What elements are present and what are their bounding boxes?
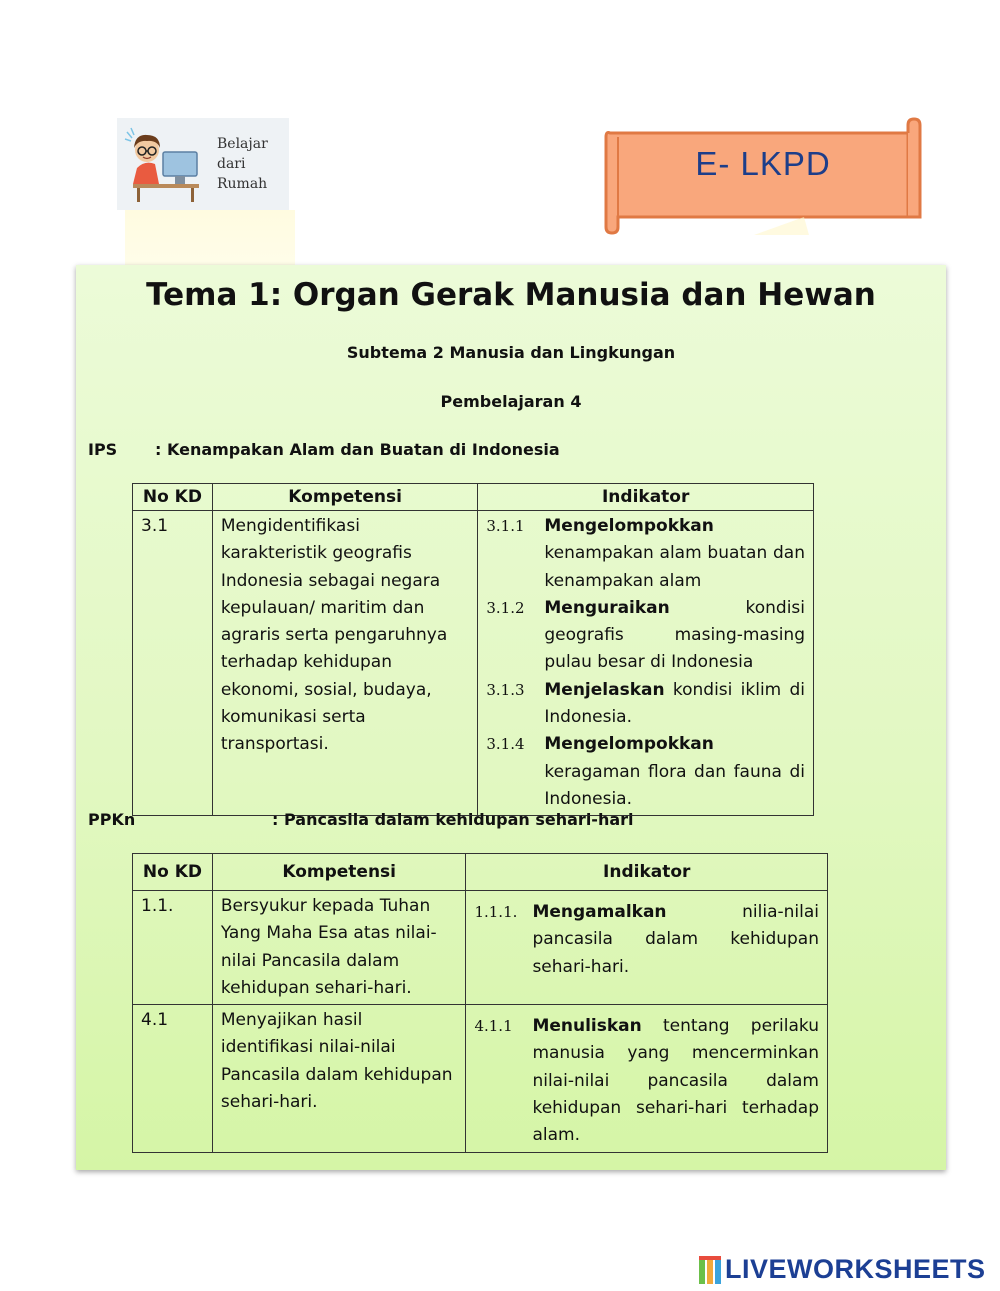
indikator-number: 4.1.1: [474, 1017, 513, 1036]
e-lkpd-banner: [604, 117, 922, 235]
indikator-item: [486, 513, 805, 595]
indikator-item: [486, 677, 805, 732]
column-header: Kompetensi: [212, 484, 478, 511]
subtheme-title: Subtema 2 Manusia dan Lingkungan: [346, 343, 676, 362]
indikator-text: [532, 1013, 819, 1149]
ips-code: IPS: [88, 440, 118, 459]
indikator-desc: kondisi iklim di Indonesia.: [544, 679, 806, 728]
indikator-verb: Mengelompokkan: [544, 516, 714, 536]
indikator-desc: kenampakan alam buatan dan kenampakan alam: [544, 543, 805, 591]
indikator-number: 1.1.1.: [474, 903, 518, 921]
ips-subject-line: [88, 440, 788, 462]
liveworksheets-brand[interactable]: [699, 1254, 986, 1285]
ppkn-kd-table: [132, 853, 828, 1153]
indikator-text: [544, 513, 805, 595]
indikator-verb: Menguraikan: [544, 597, 670, 618]
indikator-item: [474, 899, 819, 981]
indikator-item: [474, 1013, 819, 1149]
column-header: Indikator: [478, 484, 814, 511]
student-at-computer-icon: [123, 124, 203, 204]
brand-name: LIVEWORKSHEETS: [725, 1254, 986, 1284]
ppkn-topic: : Pancasila dalam kehidupan sehari-hari: [272, 810, 634, 829]
kd-number: 4.1: [133, 1005, 213, 1152]
lesson-title: Pembelajaran 4: [440, 392, 582, 411]
lesson-card: [76, 265, 946, 1170]
indikator-text: [544, 677, 805, 732]
table-row: [133, 891, 828, 1005]
indikator-verb: Mengelompokkan: [544, 734, 714, 755]
ppkn-code: PPKn: [88, 810, 136, 829]
indikator-number: 3.1.3: [486, 680, 525, 699]
indikator-desc: tentang perilaku manusia yang mencerminkan nilai-nilai pancasila dalam kehidupan sehari-hari terhadap alam.: [532, 1016, 820, 1146]
indikator-item: [486, 595, 805, 677]
logo-text-line: Rumah: [217, 176, 268, 192]
kompetensi-text: Mengidentifikasi karakteristik geografis Indonesia sebagai negara kepulauan/ maritim dan agraris serta pengaruhnya terhadap kehidupan ekonomi, sosial, budaya, komunikasi serta transportasi.: [212, 511, 478, 816]
indikator-cell: [478, 511, 814, 816]
table-row: [133, 1005, 828, 1152]
page-title: Tema 1: Organ Gerak Manusia dan Hewan: [146, 277, 876, 313]
kompetensi-text: Bersyukur kepada Tuhan Yang Maha Esa atas nilai-nilai Pancasila dalam kehidupan sehari-hari.: [212, 891, 466, 1005]
ips-topic: : Kenampakan Alam dan Buatan di Indonesia: [155, 440, 560, 459]
indikator-text: [544, 731, 805, 813]
indikator-desc: keragaman flora dan fauna di Indonesia.: [544, 761, 805, 809]
indikator-verb: Menjelaskan: [544, 679, 665, 700]
logo-text-line: Belajar: [217, 136, 268, 152]
belajar-dari-rumah-logo: [117, 118, 289, 210]
indikator-text: [532, 899, 819, 981]
ppkn-subject-line: [88, 810, 788, 832]
indikator-number: 3.1.1: [486, 517, 525, 535]
logo-glow: [125, 210, 295, 265]
indikator-desc: kondisi geografis masing-masing pulau besar di Indonesia: [544, 597, 805, 673]
kd-number: 3.1: [133, 511, 213, 816]
ips-kd-table: [132, 483, 814, 816]
indikator-cell: [466, 891, 828, 1005]
indikator-number: 3.1.2: [486, 598, 525, 617]
indikator-cell: [466, 1005, 828, 1152]
kd-number: 1.1.: [133, 891, 213, 1005]
column-header: No KD: [133, 854, 213, 891]
logo-text: [217, 134, 268, 194]
logo-text-line: dari: [217, 156, 246, 172]
column-header: No KD: [133, 484, 213, 511]
indikator-text: [544, 595, 805, 677]
indikator-verb: Menuliskan: [532, 1016, 642, 1037]
indikator-item: [486, 731, 805, 813]
indikator-desc: nilia-nilai pancasila dalam kehidupan sehari-hari.: [532, 902, 819, 977]
table-row: [133, 511, 814, 816]
column-header: Kompetensi: [212, 854, 466, 891]
kompetensi-text: Menyajikan hasil identifikasi nilai-nilai Pancasila dalam kehidupan sehari-hari.: [212, 1005, 466, 1152]
liveworksheets-logo-icon: [699, 1256, 721, 1284]
indikator-verb: Mengamalkan: [532, 902, 667, 922]
indikator-number: 3.1.4: [486, 735, 525, 754]
column-header: Indikator: [466, 854, 828, 891]
banner-title: E- LKPD: [695, 145, 831, 182]
